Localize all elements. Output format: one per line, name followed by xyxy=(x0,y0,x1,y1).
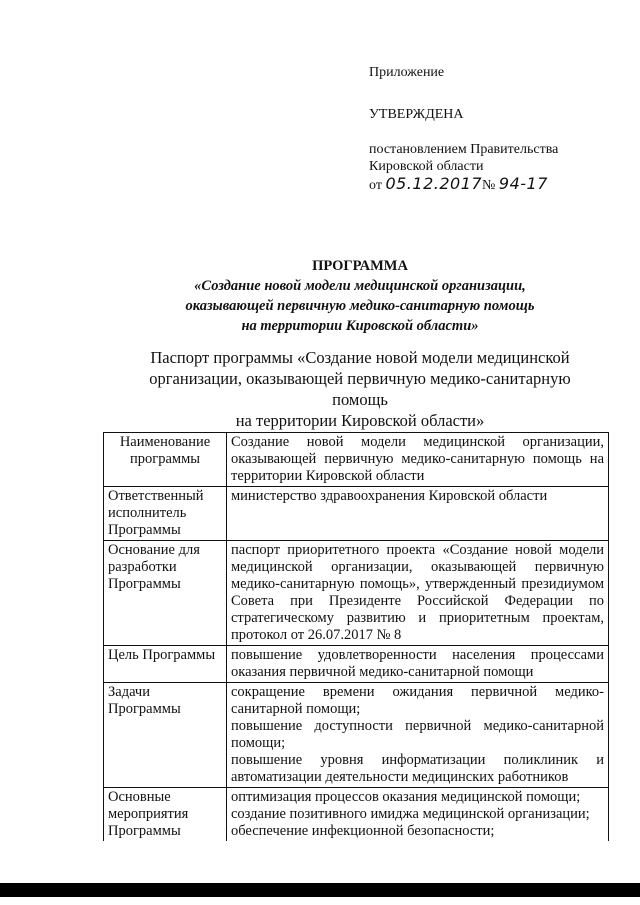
task-item: повышение уровня информатизации поликлиник и автоматизации деятельности медицинских работников xyxy=(231,752,604,785)
row-label: Цель Программы xyxy=(104,646,227,683)
measure-item: оптимизация процессов оказания медицинской помощи; xyxy=(231,789,581,805)
decree-date-line xyxy=(369,175,558,194)
decree-line-1: постановлением Правительства xyxy=(369,142,559,157)
table-row xyxy=(104,683,609,788)
program-name-line-1: «Создание новой модели медицинской организации, xyxy=(194,278,526,294)
table-row xyxy=(104,646,609,683)
table-row xyxy=(104,541,609,646)
date-prefix: от xyxy=(369,178,382,193)
number-sign: № xyxy=(482,178,496,193)
row-value xyxy=(227,788,609,842)
handwritten-number: 94-17 xyxy=(498,174,548,193)
passport-table xyxy=(103,432,609,841)
handwritten-date: 05.12.2017 xyxy=(385,174,483,193)
table-row xyxy=(104,788,609,842)
task-item: сокращение времени ожидания первичной медико-санитарной помощи; xyxy=(231,684,604,717)
task-item: повышение доступности первичной медико-санитарной помощи; xyxy=(231,718,604,751)
decree-line-2: Кировской области xyxy=(369,159,484,174)
row-label: Задачи Программы xyxy=(104,683,227,788)
approved-label: УТВЕРЖДЕНА xyxy=(369,107,464,122)
measure-item: создание позитивного имиджа медицинской организации; xyxy=(231,806,590,822)
row-label: Основные мероприятия Программы xyxy=(104,788,227,842)
row-label: Ответственный исполнитель Программы xyxy=(104,487,227,541)
decree-reference xyxy=(369,141,558,194)
program-name-line-2: оказывающей первичную медико-санитарную помощь xyxy=(185,298,535,314)
program-title xyxy=(110,256,610,336)
row-value: повышение удовлетворенности населения процессами оказания первичной медико-санитарной помощи xyxy=(227,646,609,683)
scan-edge-bar xyxy=(0,883,640,897)
passport-line-2: организации, оказывающей первичную медико-санитарную помощь xyxy=(149,369,571,409)
row-value: Создание новой модели медицинской организации, оказывающей первичную медико-санитарную помощь на территории Кировской области xyxy=(227,433,609,487)
measure-item: обеспечение инфекционной безопасности; xyxy=(231,823,495,839)
passport-line-3: на территории Кировской области» xyxy=(235,411,485,430)
passport-line-1: Паспорт программы «Создание новой модели медицинской xyxy=(150,348,570,367)
passport-heading xyxy=(120,347,600,431)
row-label: Наименование программы xyxy=(104,433,227,487)
row-value xyxy=(227,683,609,788)
table-row xyxy=(104,433,609,487)
program-name-line-3: на территории Кировской области» xyxy=(241,318,479,334)
appendix-label: Приложение xyxy=(369,65,445,80)
table-row xyxy=(104,487,609,541)
row-label: Основание для разработки Программы xyxy=(104,541,227,646)
row-value: паспорт приоритетного проекта «Создание новой модели медицинской организации, оказывающей первичную медико-санитарную помощь», утвержденный президиумом Совета при Президенте Российской Федерации по стратегическому развитию и приоритетным проектам, протокол от 26.07.2017 № 8 xyxy=(227,541,609,646)
program-heading: ПРОГРАММА xyxy=(312,258,408,274)
row-value: министерство здравоохранения Кировской области xyxy=(227,487,609,541)
